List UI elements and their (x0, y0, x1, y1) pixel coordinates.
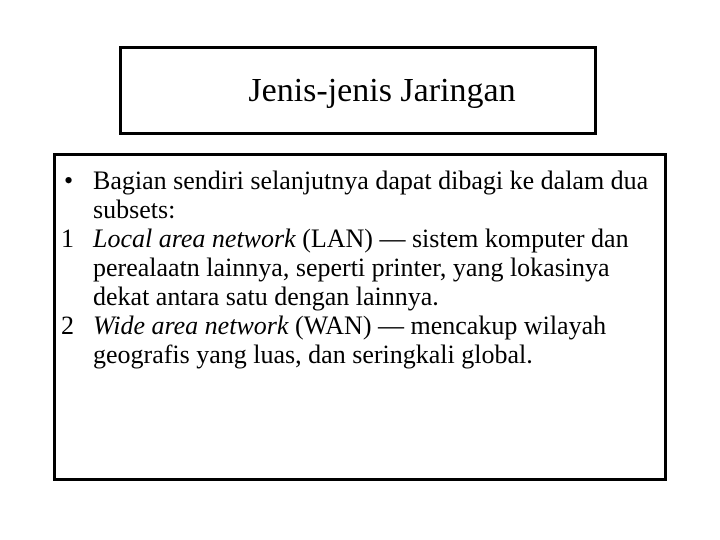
list-item-text: (LAN) — sistem komputer dan perealaatn lainnya, seperti printer, yang lokasinya dekat antara satu dengan lainnya. (93, 224, 629, 311)
item-number: 1 (61, 224, 74, 253)
term-wan: Wide area network (93, 311, 289, 340)
list-item-text: Bagian sendiri selanjutnya dapat dibagi ke dalam dua subsets: (93, 166, 649, 224)
content-box (53, 153, 667, 481)
list-item-lan (61, 224, 654, 311)
list-item-wan (61, 311, 654, 369)
item-number: 2 (61, 311, 74, 340)
bullet-marker: • (64, 166, 74, 195)
list-item-text: (WAN) — mencakup wilayah geografis yang luas, dan seringkali global. (93, 311, 607, 369)
slide-title: Jenis-jenis Jaringan (248, 71, 516, 109)
term-lan: Local area network (93, 224, 296, 253)
title-box (119, 46, 597, 135)
list-item-bullet (61, 166, 654, 224)
